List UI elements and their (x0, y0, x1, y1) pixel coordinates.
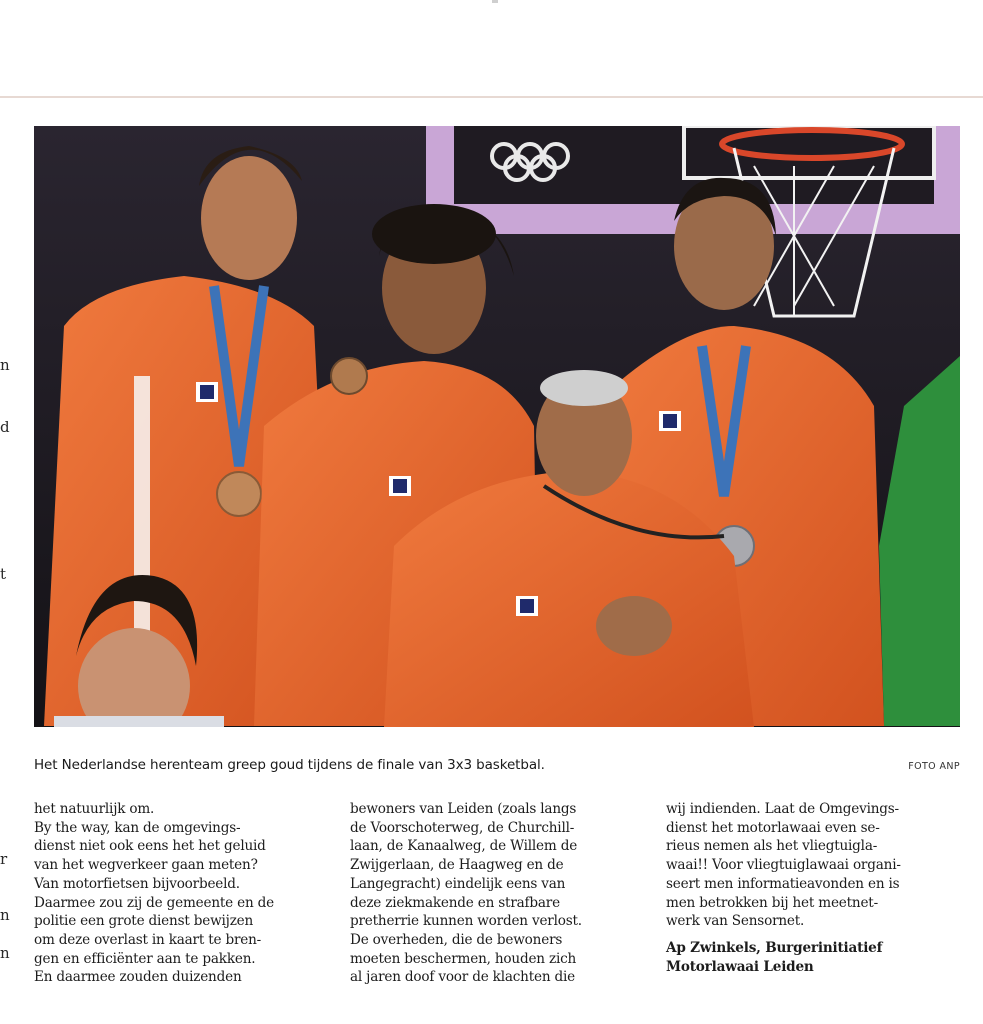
text-line: dienst het motorlawaai even se- (666, 819, 880, 836)
text-line: By the way, kan de omgevings- (34, 819, 241, 836)
text-line: waai!! Voor vliegtuiglawaai organi- (666, 857, 901, 874)
text-line: laan, de Kanaalweg, de Willem de (350, 838, 578, 855)
text-line: al jaren doof voor de klachten die (350, 969, 576, 986)
text-line: wij indienden. Laat de Omgevings- (666, 801, 899, 817)
text-line: Zwijgerlaan, de Haagweg en de (350, 857, 564, 874)
photo-caption: Het Nederlandse herenteam greep goud tijdens de finale van 3x3 basketbal. (34, 757, 545, 773)
text-line: dienst niet ook eens het het geluid (34, 838, 266, 855)
article-column-2 (350, 800, 650, 987)
author-signature: Ap Zwinkels, Burgerinitiatief (666, 939, 883, 956)
text-line: deze ziekmakende en strafbare (350, 894, 560, 911)
text-line: van het wegverkeer gaan meten? (34, 857, 258, 874)
text-line: pretherrie kunnen worden verlost. (350, 913, 582, 930)
text-line: gen en efficiënter aan te pakken. (34, 950, 256, 967)
margin-fragment: n (0, 906, 10, 924)
text-line: Daarmee zou zij de gemeente en de (34, 894, 275, 911)
text-line: Langegracht) eindelijk eens van (350, 875, 566, 892)
text-line: politie een grote dienst bewijzen (34, 913, 254, 930)
text-line: moeten beschermen, houden zich (350, 950, 577, 967)
text-line: seert men informatieavonden en is (666, 875, 900, 892)
text-line: De overheden, die de bewoners (350, 931, 563, 948)
margin-fragment: t (0, 565, 7, 583)
text-line: rieus nemen als het vliegtuigla- (666, 838, 878, 855)
text-line: Van motorfietsen bijvoorbeeld. (34, 875, 240, 892)
news-photo (34, 126, 960, 727)
margin-fragment: d (0, 418, 10, 436)
margin-fragment: n (0, 944, 10, 962)
section-divider (0, 96, 983, 98)
article-column-3 (666, 800, 966, 976)
article-column-1 (34, 800, 334, 987)
text-line: werk van Sensornet. (666, 913, 805, 930)
text-line: bewoners van Leiden (zoals langs (350, 801, 577, 817)
margin-fragment: r (0, 850, 8, 868)
top-fragment (492, 0, 498, 3)
text-line: men betrokken bij het meetnet- (666, 894, 878, 911)
photo-credit: FOTO ANP (908, 761, 960, 772)
text-line: het natuurlijk om. (34, 801, 155, 817)
spacer (666, 931, 966, 939)
text-line: de Voorschoterweg, de Churchill- (350, 819, 575, 836)
margin-fragment: n (0, 356, 10, 374)
text-line: om deze overlast in kaart te bren- (34, 931, 262, 948)
author-signature: Motorlawaai Leiden (666, 958, 814, 975)
text-line: En daarmee zouden duizenden (34, 969, 242, 986)
